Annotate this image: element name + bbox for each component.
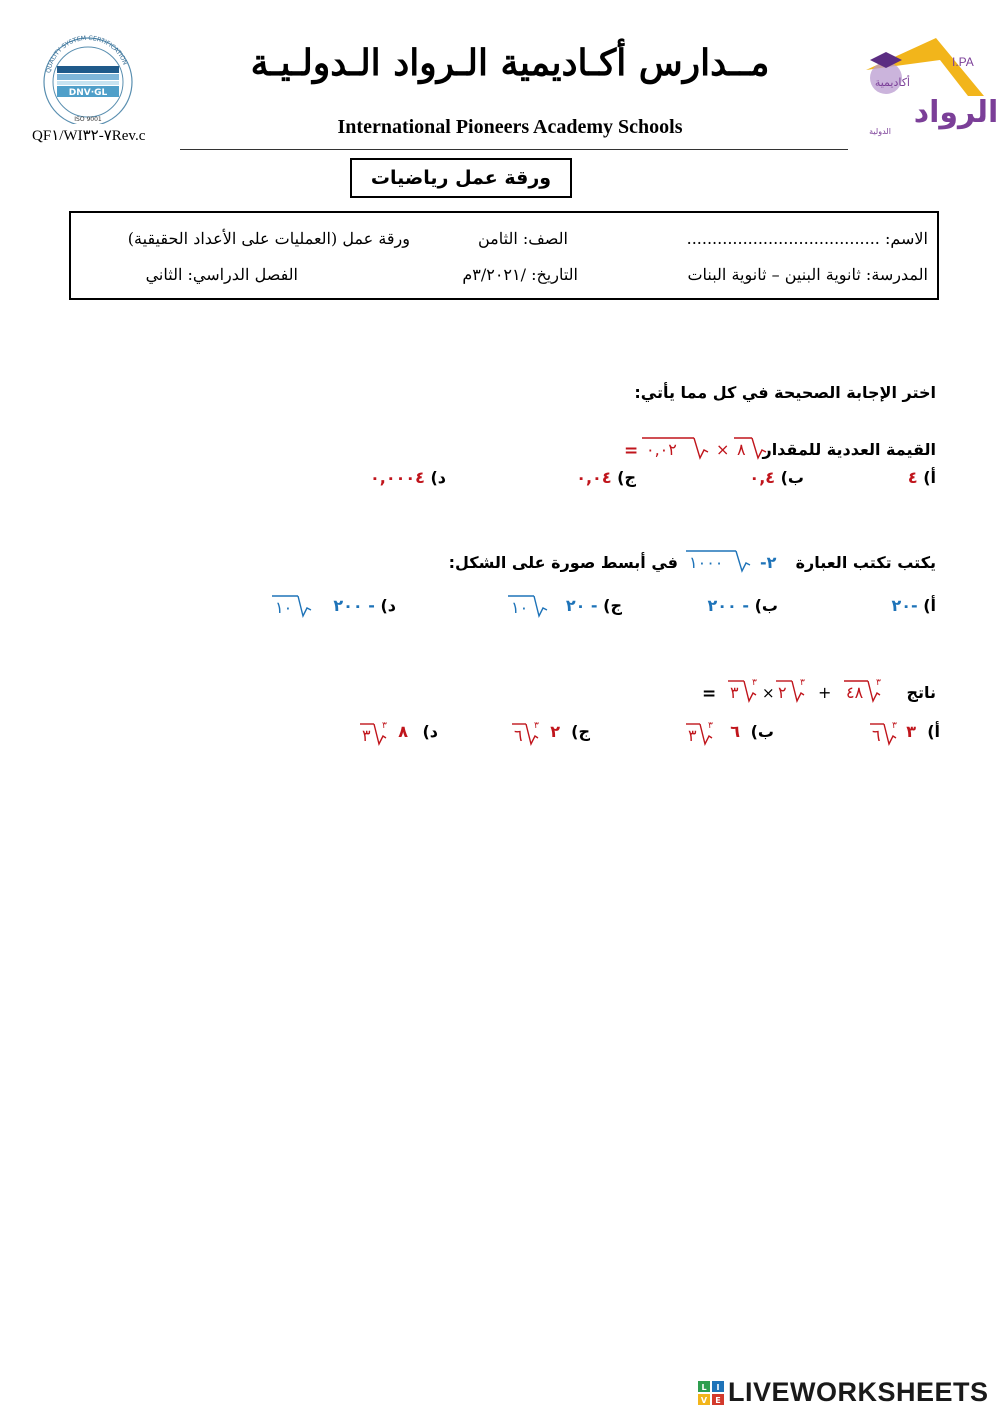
question-2-stem: يكتب تكتب العبارة — [795, 553, 936, 572]
q3-option-d-radicand: ٣ — [362, 726, 371, 745]
q3-option-d[interactable]: د) ٨ ٣ ٣ — [358, 718, 438, 748]
question-1-stem: القيمة العددية للمقدار — [762, 440, 936, 459]
liveworksheets-mini-logo — [697, 1380, 727, 1406]
question-3-expression — [698, 673, 898, 705]
dnv-ring-text: QUALITY SYSTEM CERTIFICATION — [45, 34, 129, 74]
q1-times: × — [716, 440, 730, 459]
q3-times: × — [762, 684, 775, 702]
q2-option-c[interactable]: ج) - ٢٠ — [565, 596, 622, 615]
q3-option-a-radical — [868, 718, 902, 748]
q3-option-c[interactable]: ج) ٢ ٦ ٣ — [510, 718, 590, 748]
worksheet-title: ورقة عمل رياضيات — [370, 167, 552, 189]
q2-option-b[interactable]: ب) - ٢٠٠ — [707, 596, 778, 615]
q2-option-d-value: - ٢٠٠ — [333, 596, 375, 615]
q3-radicand-1: ٤٨ — [846, 683, 864, 702]
q2-radicand: ١٠٠٠ — [689, 553, 724, 572]
q3-option-a[interactable]: أ) ٣ ٦ ٣ — [868, 718, 940, 748]
q2-option-d-radicand: ١٠ — [275, 598, 293, 617]
q3-option-b[interactable]: ب) ٦ ٣ ٣ — [684, 718, 774, 748]
q3-option-a-coef: ٣ — [906, 722, 916, 741]
q2-option-d-radical — [270, 590, 314, 620]
q1-option-b[interactable]: ب) ٠,٤ — [749, 468, 804, 487]
ipa-name-arabic: الرواد — [913, 95, 999, 130]
q1-option-b-value: ٠,٤ — [749, 468, 776, 487]
q3-option-c-index: ٣ — [534, 721, 539, 731]
q2-option-a-value: -٢٠ — [891, 596, 918, 615]
q2-option-a[interactable]: أ) -٢٠ — [891, 596, 936, 615]
q3-option-c-radical — [510, 718, 546, 748]
question-2-stem-end: في أبسط صورة على الشكل: — [448, 553, 678, 572]
q3-option-c-coef: ٢ — [550, 722, 560, 741]
q1-option-d-value: ٠,٠٠٠٤ — [369, 468, 425, 487]
q3-index-2: ٣ — [800, 678, 805, 688]
q3-plus: + — [818, 683, 832, 702]
ipa-abbr: I.PA — [952, 55, 974, 69]
q3-equals: = — [702, 684, 717, 704]
question-1-expression — [620, 432, 810, 462]
q3-index-3: ٣ — [752, 678, 757, 688]
q2-coefficient: -٢ — [760, 553, 777, 572]
q3-option-d-index: ٣ — [382, 721, 387, 731]
q3-radicand-3: ٣ — [730, 683, 739, 702]
ipa-sub2-text: الدولية — [869, 127, 891, 136]
q3-option-a-radicand: ٦ — [872, 726, 881, 745]
student-info-box — [69, 211, 939, 300]
q3-option-d-coef: ٨ — [398, 722, 408, 741]
q1-option-c-value: ٠,٠٤ — [576, 468, 612, 487]
q2-radical-sign — [736, 551, 750, 571]
q2-option-d[interactable]: د) - ٢٠٠ — [333, 596, 396, 615]
semester-text: الفصل الدراسي: الثاني — [145, 265, 298, 284]
school-name-arabic: مــدارس أكـاديمية الـرواد الـدولـيـة — [250, 42, 770, 84]
q2-option-b-value: - ٢٠٠ — [707, 596, 750, 615]
q3-option-d-radical — [358, 718, 394, 748]
q1-option-a[interactable]: أ) ٤ — [907, 468, 936, 487]
dnv-brand-text: DNV·GL — [68, 88, 108, 98]
iso-text: ISO 9001 — [74, 116, 102, 123]
svg-text:V: V — [700, 1396, 708, 1405]
q2-option-c-radicand: ١٠ — [511, 598, 529, 617]
student-name-field[interactable]: الاسم: ...................................... — [686, 229, 928, 248]
grade-text: الصف: الثامن — [477, 229, 568, 248]
q2-option-c-value: - ٢٠ — [565, 596, 598, 615]
school-text: المدرسة: ثانوية البنين – ثانوية البنات — [687, 265, 928, 284]
header-divider — [180, 149, 848, 150]
document-code: QF١/WI٧-٣٢Rev.c — [32, 128, 146, 144]
q1-equals: = — [624, 441, 639, 461]
q2-option-c-radical — [506, 590, 550, 620]
liveworksheets-brand: LIVEWORKSHEETS — [728, 1377, 989, 1407]
svg-text:E: E — [715, 1396, 721, 1405]
q3-index-1: ٣ — [876, 678, 881, 688]
q1-option-a-value: ٤ — [907, 468, 918, 487]
q3-option-b-index: ٣ — [708, 721, 713, 731]
instruction-text: اختر الإجابة الصحيحة في كل مما يأتي: — [634, 383, 936, 402]
q1-option-c[interactable]: ج) ٠,٠٤ — [576, 468, 636, 487]
q3-radicand-2: ٢ — [778, 683, 787, 702]
q1-option-d[interactable]: د) ٠,٠٠٠٤ — [369, 468, 446, 487]
svg-text:L: L — [701, 1383, 707, 1392]
q3-option-b-coef: ٦ — [730, 722, 740, 741]
q3-option-a-index: ٣ — [892, 721, 897, 731]
q1-radical-sign-1 — [752, 438, 766, 458]
worksheet-topic: ورقة عمل (العمليات على الأعداد الحقيقية) — [127, 229, 410, 248]
q1-radicand-1: ٨ — [737, 440, 746, 459]
q1-radical-sign-2 — [694, 438, 708, 458]
question-2-expression — [680, 545, 800, 575]
school-name-english: International Pioneers Academy Schools — [337, 116, 683, 138]
q3-option-c-radicand: ٦ — [514, 726, 523, 745]
q3-option-b-radicand: ٣ — [688, 726, 697, 745]
question-3-stem: ناتج — [906, 683, 936, 702]
worksheet-title-box — [350, 158, 572, 198]
ipa-school-logo — [856, 30, 999, 142]
svg-text:I: I — [716, 1383, 720, 1392]
dnv-gl-certification-logo — [38, 32, 138, 124]
ipa-sub-text: أكاديمية — [874, 76, 910, 89]
q3-option-b-radical — [684, 718, 720, 748]
date-field[interactable]: التاريخ: /٣/٢٠٢١م — [462, 265, 578, 284]
q1-radicand-2: ٠,٠٢ — [646, 440, 677, 459]
